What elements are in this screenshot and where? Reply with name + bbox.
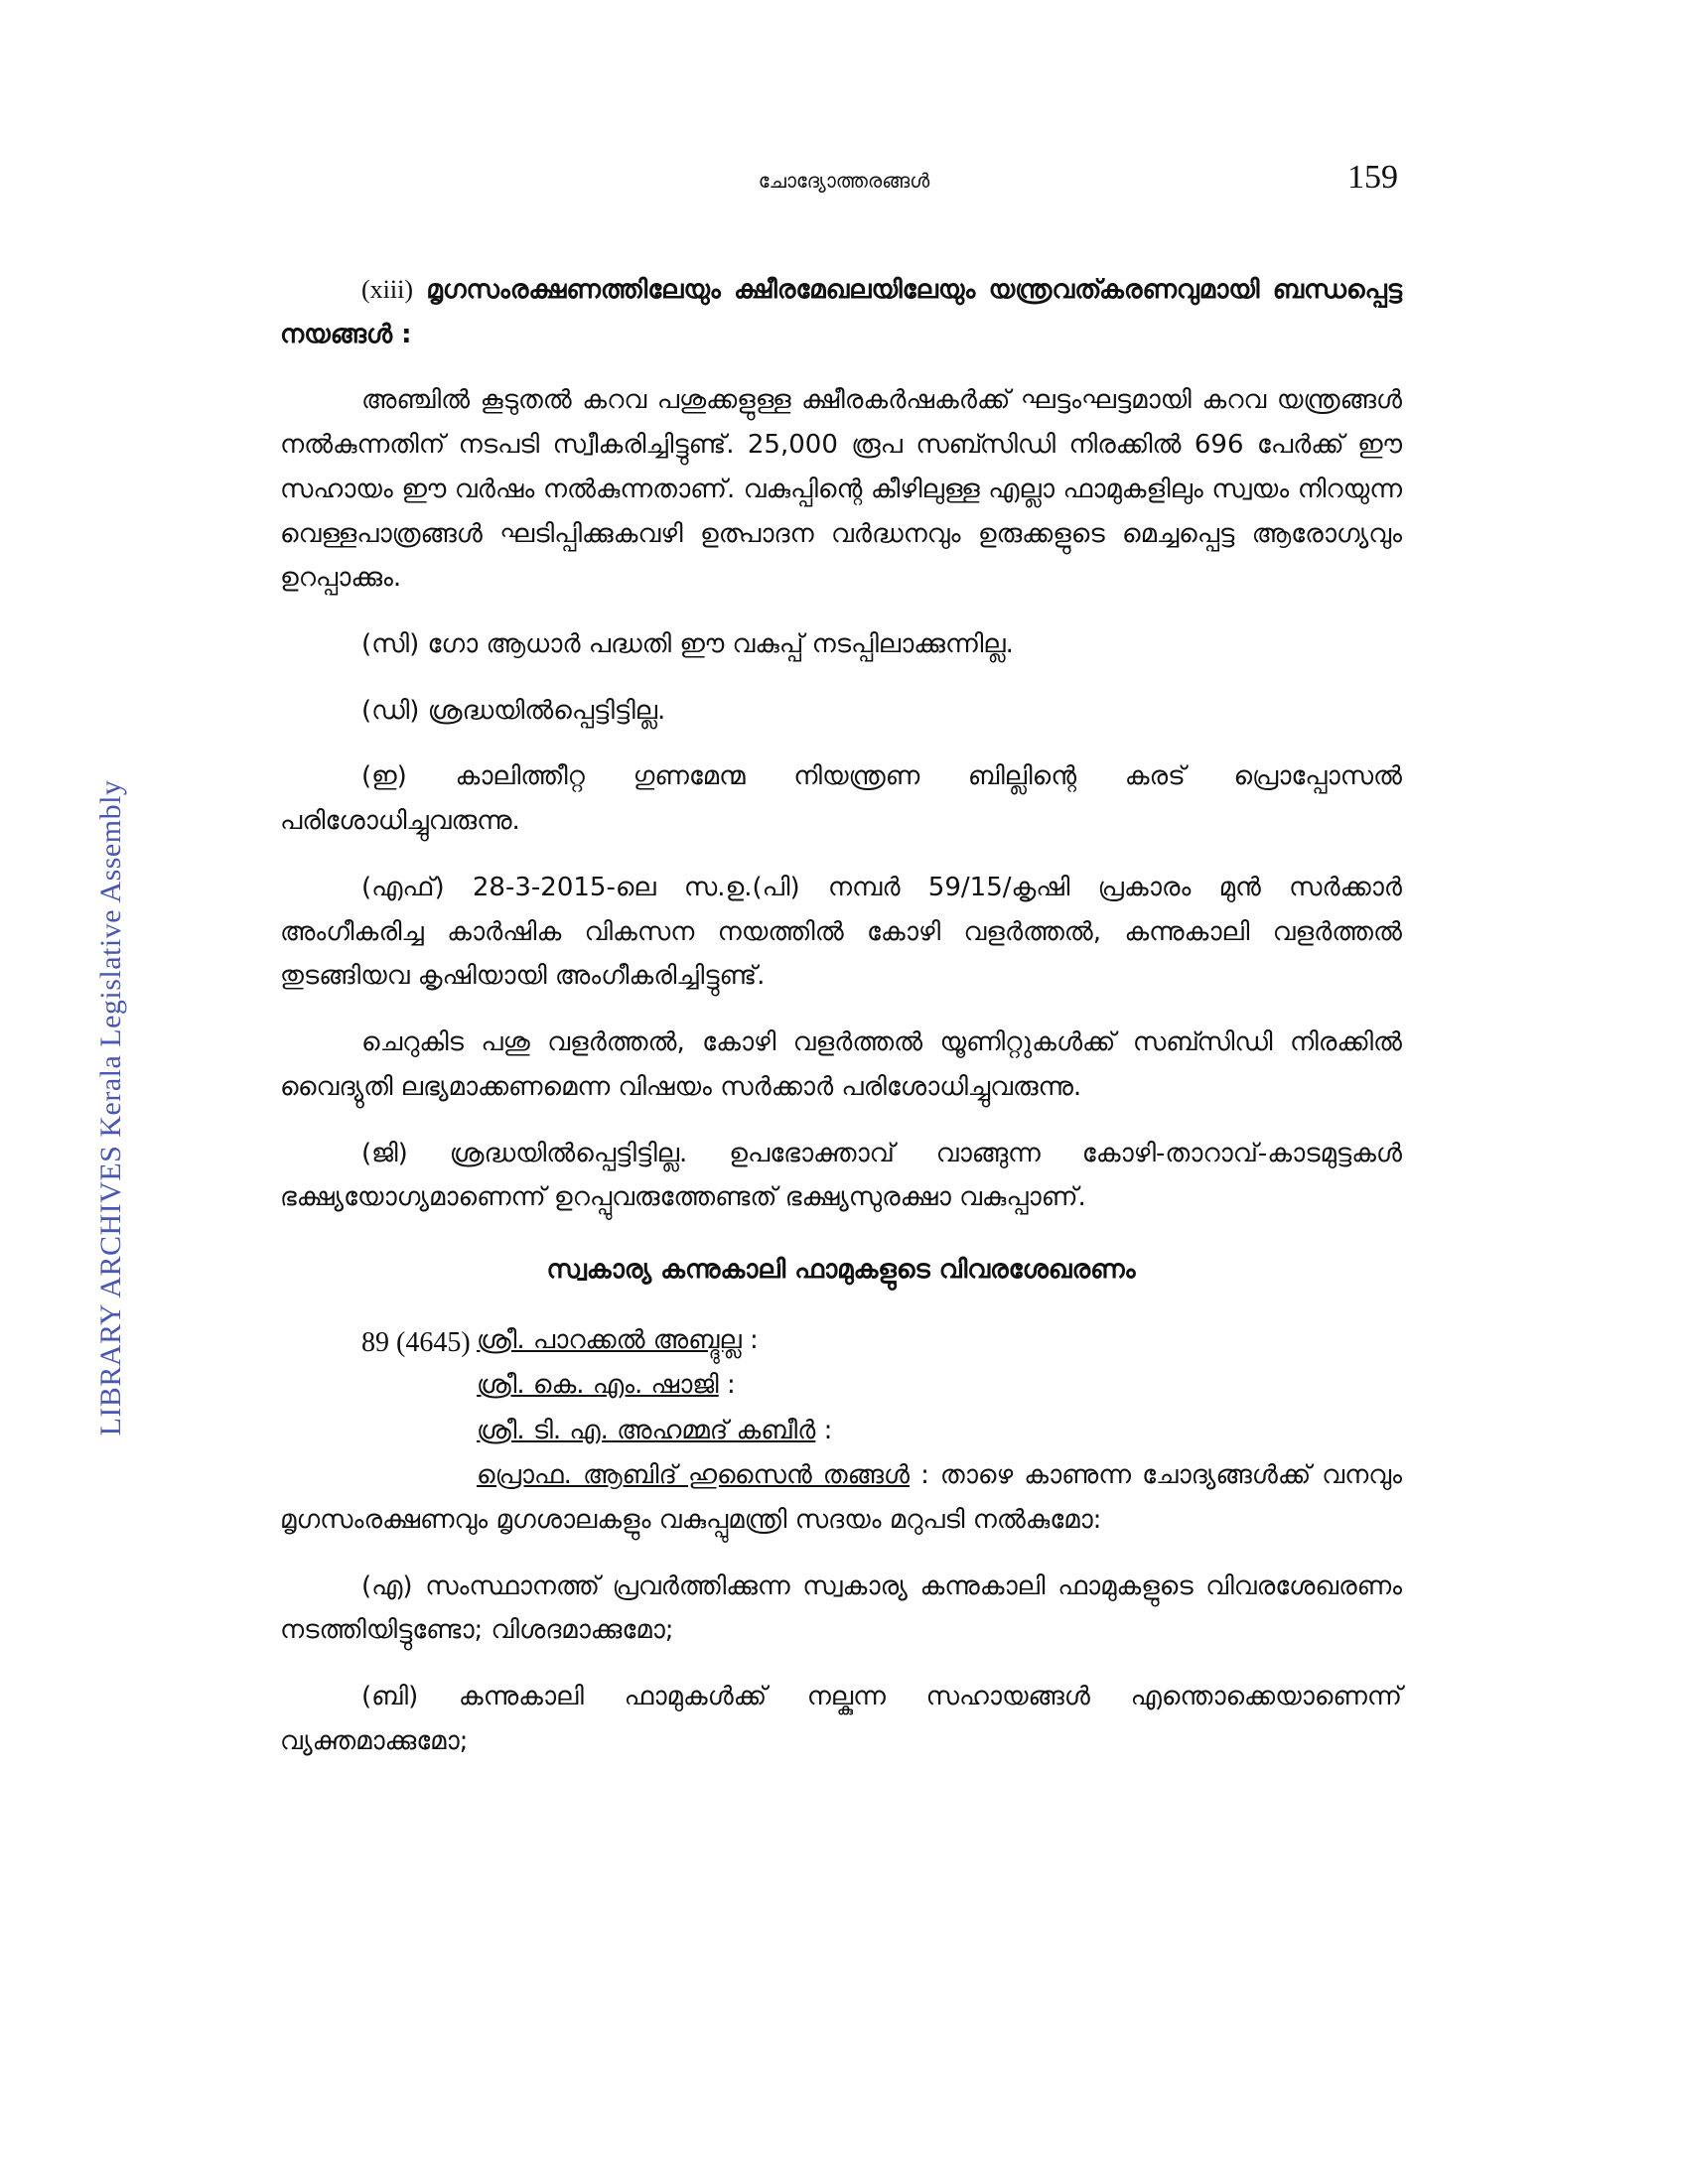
question-89-askers (280, 1318, 1402, 1454)
answer-e: (ഇ) കാലിത്തീറ്റ ഗുണമേന്മ നിയന്ത്രണ ബില്ലിന്റെ കരട് പ്രൊപ്പോസൽ പരിശോധിച്ചുവരുന്നു. (280, 761, 1402, 837)
asker-2-line (477, 1363, 1402, 1409)
section-xiii-title: മൃഗസംരക്ഷണത്തിലേയും ക്ഷീരമേഖലയിലേയും യന്ത്രവത്കരണവുമായി ബന്ധപ്പെട്ട നയങ്ങൾ : (280, 275, 1402, 349)
page-number: 159 (1347, 159, 1398, 196)
question-89-heading: സ്വകാര്യ കന്നുകാലി ഫാമുകളുടെ വിവരശേഖരണം (546, 1254, 1136, 1285)
question-89-intro (280, 1453, 1402, 1542)
section-xiii-paragraph: അഞ്ചിൽ കൂടുതൽ കറവ പശുക്കളുള്ള ക്ഷീരകർഷകർക്ക് ഘട്ടംഘട്ടമായി കറവ യന്ത്രങ്ങൾ നൽകുന്നതിന് നടപടി സ്വീകരിച്ചിട്ടുണ്ട്. 25,000 രൂപ സബ്സിഡി നിരക്കിൽ 696 പേർക്ക് ഈ സഹായം ഈ വർഷം നൽകുന്നതാണ്. വകുപ്പിന്റെ കീഴിലുള്ള എല്ലാ ഫാമുകളിലും സ്വയം നിറയുന്ന വെള്ളപാത്രങ്ങൾ ഘടിപ്പിക്കുകവഴി ഉത്പാദന വർദ്ധനവും ഉരുക്കളുടെ മെച്ചപ്പെട്ട ആരോഗ്യവും ഉറപ്പാക്കും. (280, 385, 1402, 594)
asker-colon: : (749, 1324, 759, 1355)
running-head-title: ചോദ്യോത്തരങ്ങൾ (758, 169, 930, 193)
asker-name: ശ്രീ. പാറക്കൽ അബ്ദുല്ല (477, 1324, 742, 1355)
answer-f-part2: ചെറുകിട പശു വളർത്തൽ, കോഴി വളർത്തൽ യൂണിറ്റുകൾക്ക് സബ്സിഡി നിരക്കിൽ വൈദ്യുതി ലഭ്യമാക്കണമെന്ന വിഷയം സർക്കാർ പരിശോധിച്ചുവരുന്നു. (280, 1027, 1402, 1102)
asker-colon: : (823, 1415, 833, 1445)
answer-f-part1: (എഫ്) 28-3-2015-ലെ സ.ഉ.(പി) നമ്പർ 59/15/കൃഷി പ്രകാരം മുൻ സർക്കാർ അംഗീകരിച്ച കാർഷിക വികസന നയത്തിൽ കോഴി വളർത്തൽ, കന്നുകാലി വളർത്തൽ തുടങ്ങിയവ കൃഷിയായി അംഗീകരിച്ചിട്ടുണ്ട്. (280, 872, 1402, 992)
question-a: (എ) സംസ്ഥാനത്ത് പ്രവർത്തിക്കുന്ന സ്വകാര്യ കന്നുകാലി ഫാമുകളുടെ വിവരശേഖരണം നടത്തിയിട്ടുണ്ടോ; വിശദമാക്കുമോ; (280, 1570, 1402, 1646)
asker-name-last: പ്രൊഫ. ആബിദ് ഹുസൈൻ തങ്ങൾ (477, 1460, 910, 1491)
asker-3-line (477, 1409, 1402, 1454)
asker-1-line (477, 1318, 1402, 1364)
question-b: (ബി) കന്നുകാലി ഫാമുകൾക്ക് നല്കുന്ന സഹായങ്ങൾ എന്തൊക്കെയാണെന്ന് വ്യക്തമാക്കുമോ; (280, 1682, 1402, 1756)
asker-colon: : (726, 1370, 736, 1401)
question-intro-text: : താഴെ കാണുന്ന ചോദ്യങ്ങൾക്ക് വനവും മൃഗസംരക്ഷണവും മൃഗശാലകളും വകുപ്പുമന്ത്രി സദയം മറുപടി നൽകുമോ: (280, 1460, 1402, 1535)
asker-name: ശ്രീ. കെ. എം. ഷാജി (477, 1370, 719, 1401)
answer-c: (സി) ഗോ ആധാർ പദ്ധതി ഈ വകുപ്പ് നടപ്പിലാക്കുന്നില്ല. (361, 629, 1014, 660)
section-xiii-heading (280, 268, 1402, 356)
page-body (280, 268, 1402, 1785)
section-xiii-label: (xiii) (361, 275, 413, 304)
answer-g: (ജി) ശ്രദ്ധയിൽപ്പെട്ടിട്ടില്ല. ഉപഭോക്താവ് വാങ്ങുന്ന കോഴി-താറാവ്-കാടമുട്ടകൾ ഭക്ഷ്യയോഗ്യമാണെന്ന് ഉറപ്പുവരുത്തേണ്ടത് ഭക്ഷ്യസുരക്ഷാ വകുപ്പാണ്. (280, 1138, 1402, 1213)
asker-name: ശ്രീ. ടി. എ. അഹമ്മദ് കബീർ (477, 1415, 816, 1445)
library-archives-watermark: LIBRARY ARCHIVES Kerala Legislative Assembly (94, 779, 127, 1436)
question-number: 89 (4645) (361, 1326, 471, 1358)
answer-d: (ഡി) ശ്രദ്ധയിൽപ്പെട്ടിട്ടില്ല. (361, 695, 666, 726)
